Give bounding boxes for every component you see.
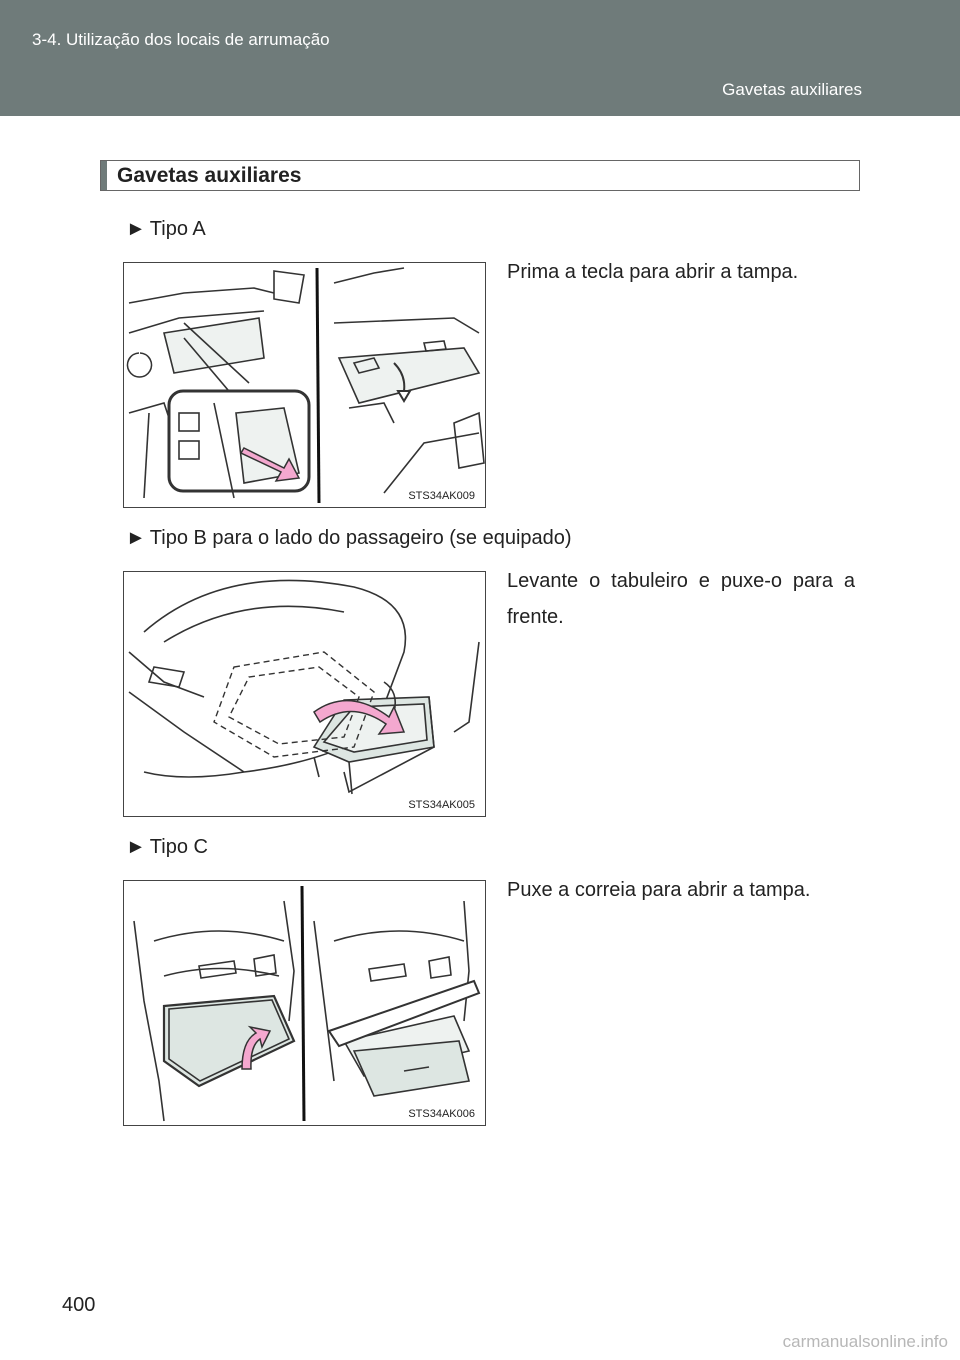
figure-code: STS34AK006: [408, 1108, 475, 1120]
type-c-label-text: Tipo C: [149, 836, 208, 858]
watermark: carmanualsonline.info: [782, 1332, 948, 1351]
type-a-label-text: Tipo A: [149, 218, 206, 240]
triangle-bullet-icon: ►: [126, 836, 146, 858]
type-b-description: Levante o tabuleiro e puxe-o para a frente.: [507, 570, 855, 628]
figure-type-b: [123, 571, 486, 817]
page-header: [0, 0, 960, 116]
figure-type-c: [123, 880, 486, 1126]
chapter-title: 3-4. Utilização dos locais de arrumação: [32, 30, 330, 49]
seatback-pocket-illustration: [124, 881, 486, 1126]
type-c-label: [126, 836, 208, 859]
type-a-description: Prima a tecla para abrir a tampa.: [507, 261, 799, 283]
figure-type-a: [123, 262, 486, 508]
dashboard-glovebox-illustration: [124, 263, 486, 508]
under-seat-tray-illustration: [124, 572, 486, 817]
type-b-label: [126, 527, 572, 550]
title-accent-bar: [101, 161, 107, 190]
section-title-box: [100, 160, 860, 191]
section-title: Gavetas auxiliares: [117, 164, 302, 187]
type-a-label: [126, 218, 206, 241]
type-b-label-text: Tipo B para o lado do passageiro (se equipado): [149, 527, 572, 549]
triangle-bullet-icon: ►: [126, 527, 146, 549]
type-c-description: Puxe a correia para abrir a tampa.: [507, 879, 811, 901]
section-running-title: Gavetas auxiliares: [722, 80, 862, 99]
page-number: 400: [62, 1294, 96, 1316]
figure-code: STS34AK009: [408, 490, 475, 502]
figure-code: STS34AK005: [408, 799, 475, 811]
triangle-bullet-icon: ►: [126, 218, 146, 240]
